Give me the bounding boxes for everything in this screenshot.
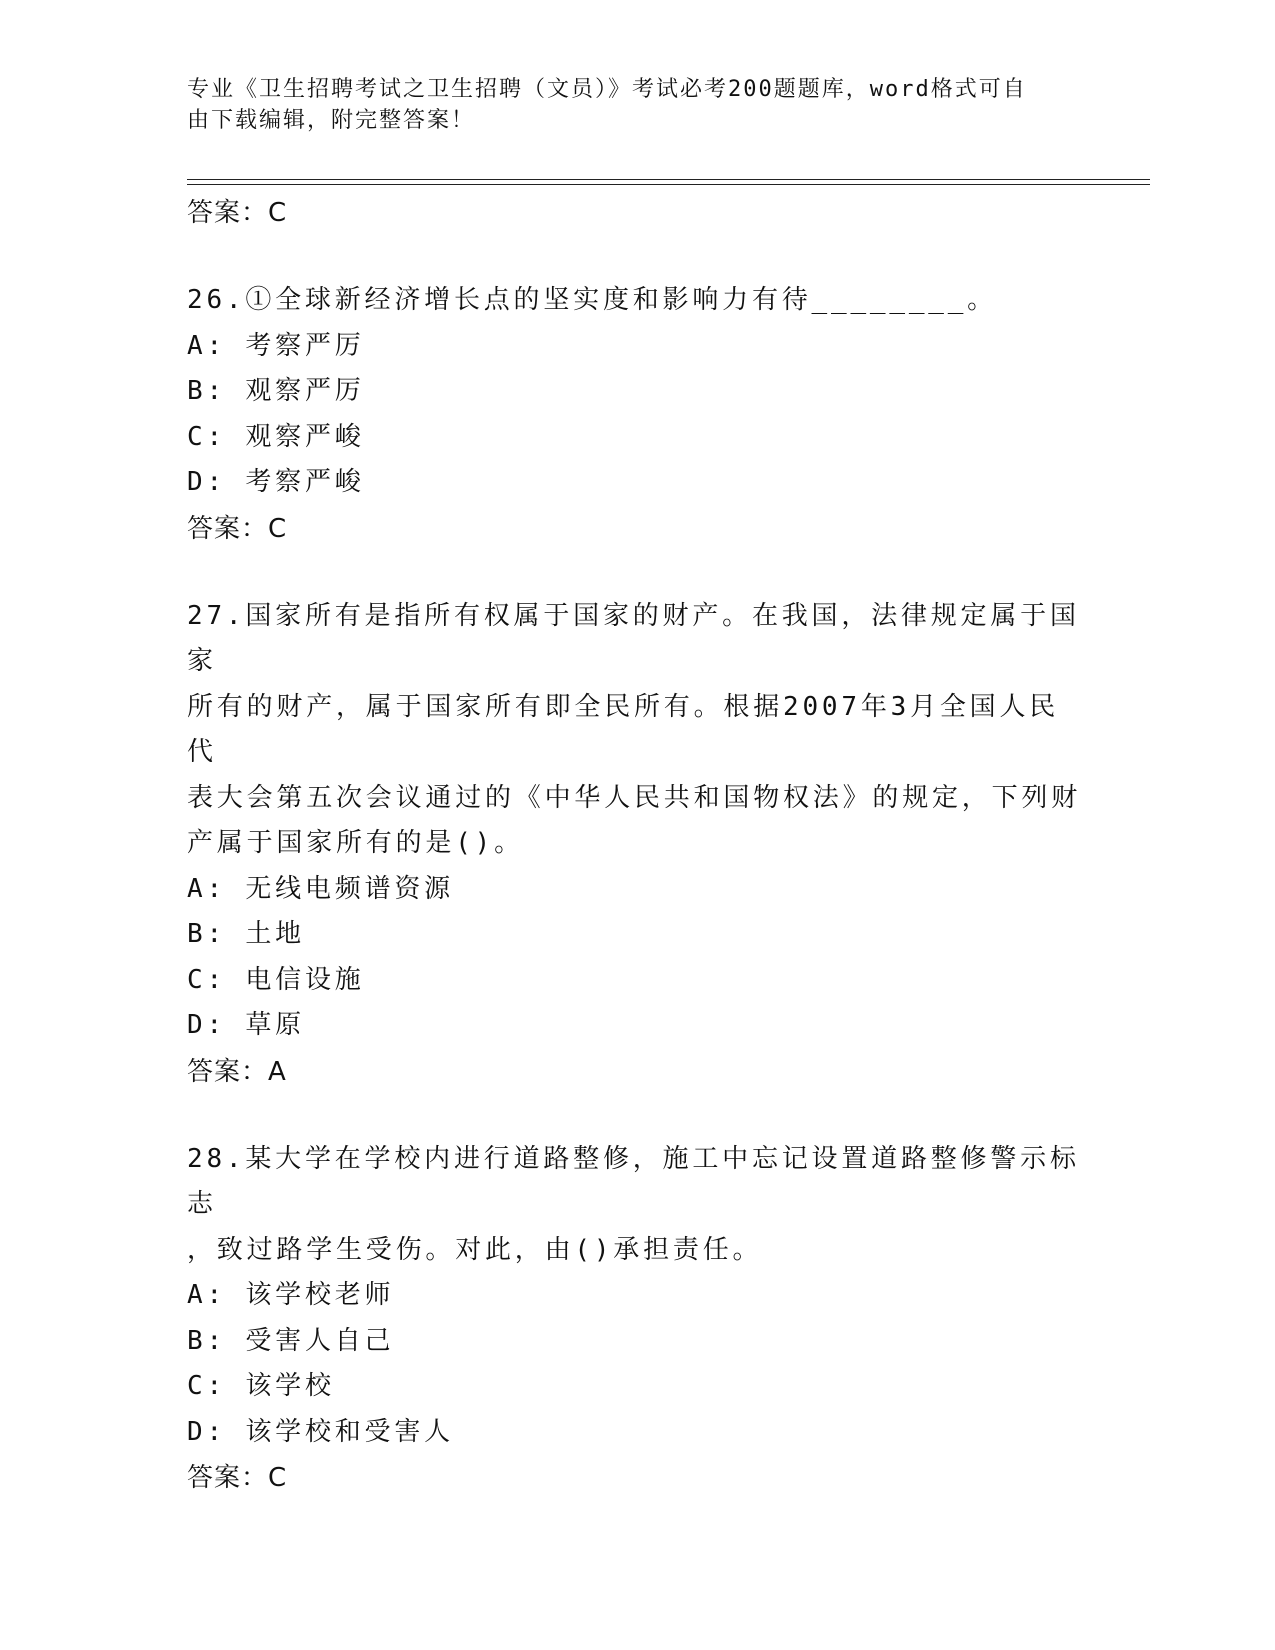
option-b: B: 观察严厉 [187, 376, 365, 406]
option-b: B: 受害人自己 [187, 1325, 395, 1356]
header-divider [187, 179, 1150, 185]
question-text-line: 28.某大学在学校内进行道路整修，施工中忘记设置道路整修警示标志 [187, 1143, 1080, 1219]
document-header [187, 74, 1077, 136]
option-d: D: 草原 [187, 1010, 305, 1040]
question-list [187, 190, 1087, 1501]
header-line-2: 由下载编辑，附完整答案！ [187, 108, 476, 133]
option-c: C: 观察严峻 [187, 421, 365, 452]
answer-line: 答案：A [187, 1056, 287, 1087]
option-d: D: 该学校和受害人 [187, 1416, 454, 1447]
option-a: A: 该学校老师 [187, 1280, 395, 1310]
option-c: C: 该学校 [187, 1371, 335, 1401]
option-d: D: 考察严峻 [187, 467, 365, 497]
option-c: C: 电信设施 [187, 964, 365, 995]
answer-line: 答案：C [187, 1463, 288, 1493]
question-27 [187, 594, 1087, 1095]
question-text: 26.①全球新经济增长点的坚实度和影响力有待________。 [187, 285, 997, 315]
question-28 [187, 1137, 1087, 1502]
answer-line: 答案：C [187, 198, 288, 228]
question-text-line: ，致过路学生受伤。对此，由()承担责任。 [187, 1234, 763, 1265]
question-text-line: 表大会第五次会议通过的《中华人民共和国物权法》的规定，下列财 [187, 782, 1082, 813]
option-b: B: 土地 [187, 919, 305, 949]
question-text-line: 所有的财产，属于国家所有即全民所有。根据2007年3月全国人民代 [187, 691, 1060, 767]
question-text-line: 27.国家所有是指所有权属于国家的财产。在我国，法律规定属于国家 [187, 600, 1080, 676]
question-26 [187, 278, 1087, 552]
option-a: A: 无线电频谱资源 [187, 873, 454, 904]
header-line-1: 专业《卫生招聘考试之卫生招聘（文员）》考试必考200题题库，word格式可自 [187, 77, 1027, 102]
option-a: A: 考察严厉 [187, 330, 365, 361]
question-text-line: 产属于国家所有的是()。 [187, 828, 524, 858]
answer-line: 答案：C [187, 513, 288, 544]
